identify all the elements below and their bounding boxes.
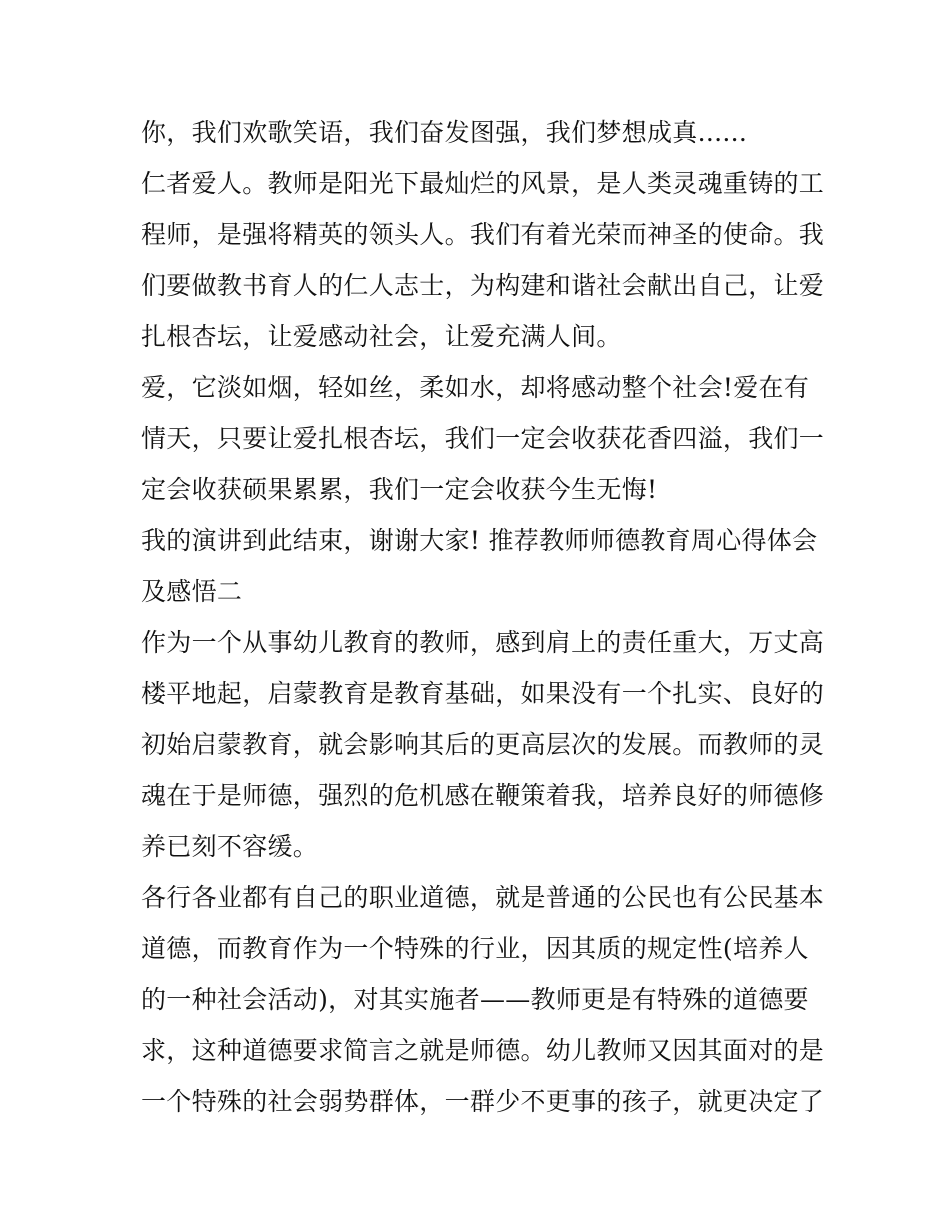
text-line: 楼平地起，启蒙教育是教育基础，如果没有一个扎实、良好的 bbox=[141, 679, 825, 708]
text-line: 程师，是强将精英的领头人。我们有着光荣而神圣的使命。我 bbox=[141, 220, 825, 249]
text-line: 一个特殊的社会弱势群体，一群少不更事的孩子，就更决定了 bbox=[141, 1087, 825, 1116]
text-line: 求，这种道德要求简言之就是师德。幼儿教师又因其面对的是 bbox=[141, 1036, 825, 1065]
text-line: 定会收获硕果累累，我们一定会收获今生无悔! bbox=[141, 475, 658, 504]
text-line: 各行各业都有自己的职业道德，就是普通的公民也有公民基本 bbox=[141, 883, 825, 912]
text-line: 道德，而教育作为一个特殊的行业，因其质的规定性(培养人 bbox=[141, 934, 809, 963]
text-line: 仁者爱人。教师是阳光下最灿烂的风景，是人类灵魂重铸的工 bbox=[141, 169, 825, 198]
text-line: 的一种社会活动)，对其实施者——教师更是有特殊的道德要 bbox=[141, 985, 809, 1014]
text-line: 作为一个从事幼儿教育的教师，感到肩上的责任重大，万丈高 bbox=[141, 628, 825, 657]
text-line: 们要做教书育人的仁人志士，为构建和谐社会献出自己，让爱 bbox=[141, 271, 825, 300]
text-line: 及感悟二 bbox=[141, 577, 243, 606]
text-line: 情天，只要让爱扎根杏坛，我们一定会收获花香四溢，我们一 bbox=[141, 424, 825, 453]
text-line: 初始启蒙教育，就会影响其后的更高层次的发展。而教师的灵 bbox=[141, 730, 825, 759]
text-line: 扎根杏坛，让爱感动社会，让爱充满人间。 bbox=[141, 322, 622, 351]
document-body bbox=[141, 107, 825, 1127]
text-line: 魂在于是师德，强烈的危机感在鞭策着我，培养良好的师德修 bbox=[141, 781, 825, 810]
text-line: 养已刻不容缓。 bbox=[141, 832, 319, 861]
text-line: 爱，它淡如烟，轻如丝，柔如水，却将感动整个社会!爱在有 bbox=[141, 373, 810, 402]
text-line: 你，我们欢歌笑语，我们奋发图强，我们梦想成真...... bbox=[141, 118, 748, 147]
text-line: 我的演讲到此结束，谢谢大家! 推荐教师师德教育周心得体会 bbox=[141, 526, 818, 555]
